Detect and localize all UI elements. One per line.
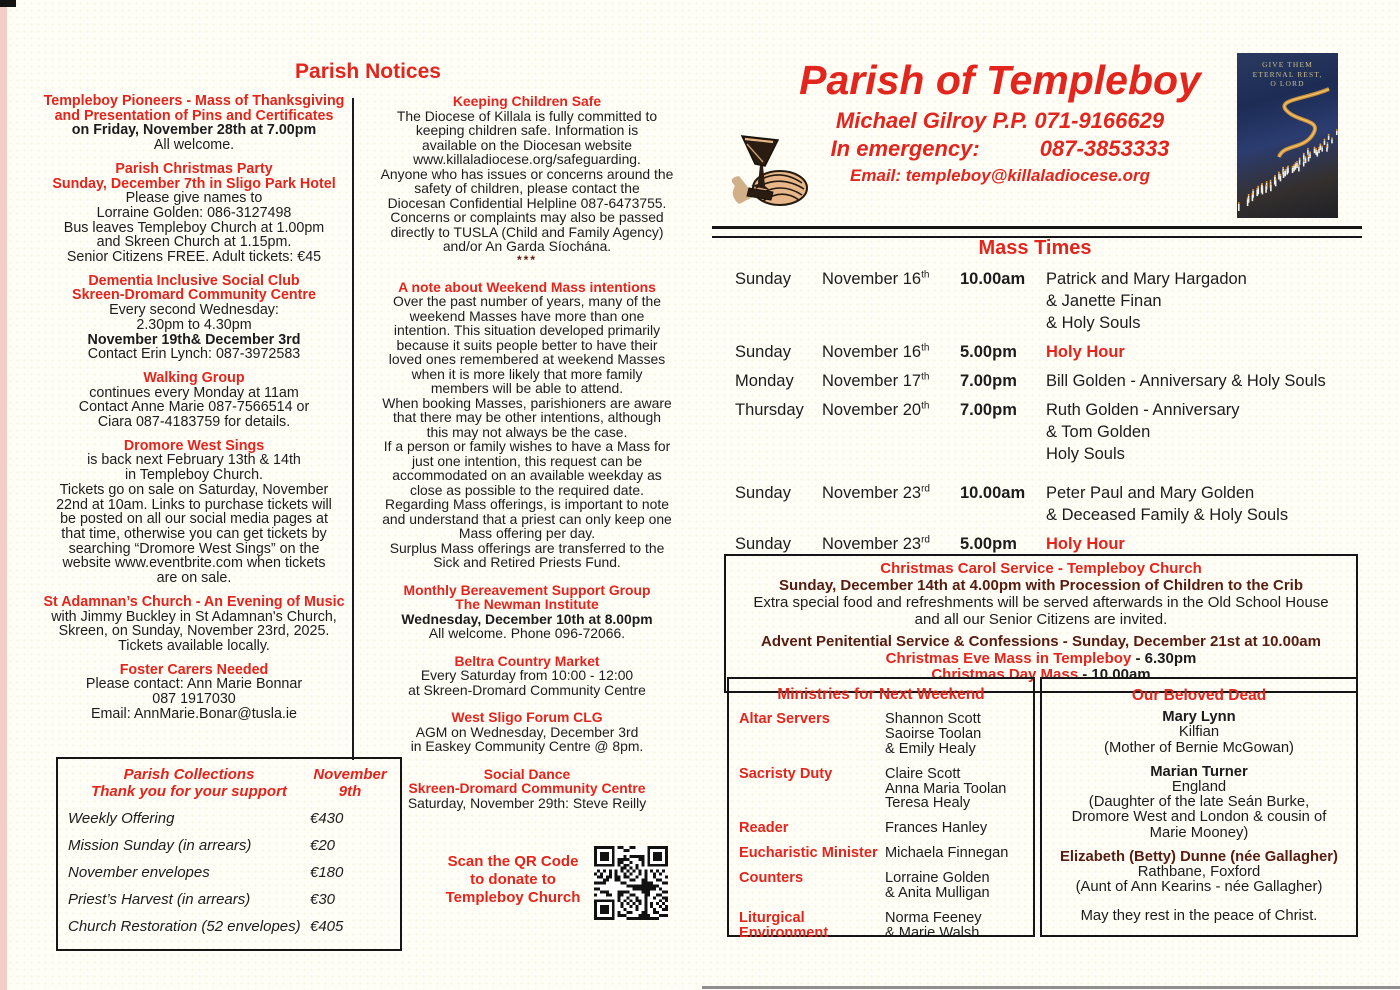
collection-row: Weekly Offering €430: [68, 810, 344, 827]
mass-intention: Holy Hour: [1046, 343, 1125, 361]
scan-corner-mark: [0, 0, 16, 7]
notices-column-1: Templeboy Pioneers - Mass of Thanksgiving and Presentation of Pins and Certificates on Friday, November 28th at 7.00pm All welcome. Parish Christmas Party Sunday, December 7th in Sligo Park Hotel Please give names to Lorraine Golden: 086-3127498 Bus leaves Templeboy Church at 1.00pm and Skreen Church at 1.15pm. Senior Citizens FREE. Adult tickets: €45 Dementia Inclusive Social Club Skreen-Dromard Community Centre Every second Wednesday: 2.30pm to 4.30pm November 19th& December 3rd Contact Erin Lynch: 087-3972583 Walking Group continues every Monday at 11am Contact Anne Marie 087-7566514 or Ciara 087-4183759 for details. Dromore West Sings is back next February 13th & 14th in Templeboy Church. Tickets go on sale on Saturday, November 22nd at 10am. Links to purchase tickets will be posted on all our social media pages at that time, otherwise you can get tickets by searching “Dromore West Sings” on the website www.eventbrite.com when tickets are on sale. St Adamnan’s Church - An Evening of Music with Jimmy Buckley in St Adamnan's Church, Skreen, on Sunday, November 23rd, 2025. Tickets available locally. Foster Carers Needed Please contact: Ann Marie Bonnar 087 1917030 Email: AnnMarie.Bonar@tusla.ie: [43, 93, 345, 722]
mass-time: 5.00pm: [960, 343, 1017, 361]
ministry-row: Eucharistic Minister Michaela Finnegan: [739, 845, 1009, 862]
mass-day: Sunday: [735, 270, 791, 288]
mass-times-title: Mass Times: [978, 237, 1092, 259]
priest-contact: Michael Gilroy P.P. 071-9166629: [835, 108, 1165, 133]
ministries-title: Ministries for Next Weekend: [777, 686, 985, 703]
mass-time: 10.00am: [960, 270, 1026, 288]
scan-edge-artifact: [0, 0, 7, 990]
mass-intention: Bill Golden - Anniversary & Holy Souls: [1046, 372, 1326, 390]
deceased-entry: Mary Lynn Kilfian (Mother of Bernie McGowan): [1104, 709, 1294, 756]
mass-time: 10.00am: [960, 484, 1026, 502]
column-divider: [352, 98, 354, 760]
qr-code-icon: [594, 846, 668, 920]
mass-date: November 16th: [822, 269, 930, 288]
mass-date: November 23rd: [822, 483, 930, 502]
mass-day: Monday: [735, 372, 794, 390]
mass-date: November 16th: [822, 342, 930, 361]
christmas-services-box: Christmas Carol Service - Templeboy Church Sunday, December 14th at 4.00pm with Procession of Children to the Crib Extra special food and refreshments will be served afterwards in the Old School House and all our Senior Citizens are invited. Advent Penitential Service & Confessions - Sunday, December 21st at 10.00am Christmas Eve Mass in Templeboy - 6.30pm Christmas Day Mass - 10.00am: [724, 554, 1358, 693]
mass-day: Sunday: [735, 535, 791, 553]
chalice-and-bread-icon: [725, 126, 815, 224]
ministry-row: Counters Lorraine Golden & Anita Mulligan: [739, 870, 990, 902]
scan-bottom-edge: [702, 986, 1400, 989]
beloved-dead-box: [1040, 677, 1358, 937]
ministries-rows: [739, 712, 1023, 941]
mass-intention: Ruth Golden - Anniversary & Tom Golden Holy Souls: [1046, 401, 1240, 463]
mass-day: Sunday: [735, 343, 791, 361]
mass-time: 7.00pm: [960, 401, 1017, 419]
ministry-row: Liturgical Environment Norma Feeney & Marie Walsh: [739, 909, 982, 941]
ministry-row: Sacristy Duty Claire Scott Anna Maria Toolan Teresa Healy: [739, 765, 1007, 812]
ministries-box: [727, 677, 1035, 941]
collection-row: Priest’s Harvest (in arrears) €30: [68, 891, 336, 908]
parish-collections-table: Parish Collections Thank you for your support November 9th Weekly Offering €430 Mission Sunday (in arrears) €20 November envelopes €180 Priest’s Harvest (in arrears) €30 Church Restoration (52 envelopes) €405: [56, 757, 402, 951]
parish-email: Email: templeboy@killaladiocese.org: [849, 166, 1150, 185]
ministry-row: Altar Servers Shannon Scott Saoirse Toolan & Emily Healy: [739, 710, 982, 757]
collection-row: Mission Sunday (in arrears) €20: [68, 837, 336, 854]
notices-column-2: Keeping Children Safe The Diocese of Killala is fully committed to keeping children safe. Information is available on the Diocesan website www.killaladiocese.org/safeguarding. Anyone who has issues or concerns around the safety of children, please contact the Diocesan Confidential Helpline 087-6473755. Concerns or complaints may also be passed directly to TUSLA (Child and Family Agency) and/or An Garda Síochána. *** A note about Weekend Mass intentions Over the past number of years, many of the weekend Masses have more than one intention. This situation developed primarily because it suits people better to have their loved ones remembered at weekend Masses when it is more likely that more family members will be able to attend. When booking Masses, parishioners are aware that there may be other intentions, although this may not always be the case. If a person or family wishes to have a Mass for just one intention, this request can be accommodated on an available weekday as close as possible to the required date. Regarding Mass offerings, is important to note and understand that a priest can only keep one Mass offering per day. Surplus Mass offerings are transferred to the Sick and Retired Priests Fund. Monthly Bereavement Support Group The Newman Institute Wednesday, December 10th at 8.00pm All welcome. Phone 096-72066. Beltra Country Market Every Saturday from 10:00 - 12:00 at Skreen-Dromard Community Centre West Sligo Forum CLG AGM on Wednesday, December 3rd in Easkey Community Centre @ 8pm. Social Dance Skreen-Dromard Community Centre Saturday, November 29th: Steve Reilly: [380, 93, 674, 811]
beloved-dead-entries: [1052, 710, 1346, 895]
eternal-rest-painting: [1237, 53, 1338, 218]
parish-title: Parish of Templeboy: [799, 57, 1201, 103]
page-title-parish-notices: Parish Notices: [295, 60, 441, 83]
deceased-entry: Elizabeth (Betty) Dunne (née Gallagher) Rathbane, Foxford (Aunt of Ann Kearins - née Gallagher): [1060, 848, 1338, 896]
collection-row: November envelopes €180: [68, 864, 344, 881]
mass-intention: Holy Hour: [1046, 535, 1125, 553]
mass-date: November 17th: [822, 371, 930, 390]
beloved-dead-title: Our Beloved Dead: [1131, 687, 1267, 704]
deceased-entry: Marian Turner England (Daughter of the late Seán Burke, Dromore West and London & cousin of Marie Mooney): [1071, 763, 1327, 841]
mass-times-table: [735, 268, 1363, 562]
mass-intention: Peter Paul and Mary Golden & Deceased Family & Holy Souls: [1046, 484, 1289, 524]
mass-time: 5.00pm: [960, 535, 1017, 553]
ministry-row: Reader Frances Hanley: [739, 820, 988, 837]
mass-day: Sunday: [735, 484, 791, 502]
mass-date: November 23rd: [822, 534, 930, 553]
emergency-number: 087-3853333: [1039, 136, 1170, 161]
mass-time: 7.00pm: [960, 372, 1017, 390]
mass-intention: Patrick and Mary Hargadon & Janette Finan & Holy Souls: [1046, 270, 1247, 332]
collection-row: Church Restoration (52 envelopes) €405: [68, 918, 344, 935]
emergency-label: In emergency:: [830, 136, 980, 161]
beloved-dead-closing: May they rest in the peace of Christ.: [1080, 908, 1318, 925]
mass-day: Thursday: [735, 401, 804, 419]
painting-caption: GIVE THEM ETERNAL REST, O LORD: [1252, 60, 1323, 88]
qr-donate-text: Scan the QR Code to donate to Templeboy Church: [445, 853, 581, 906]
mass-date: November 20th: [822, 400, 930, 419]
